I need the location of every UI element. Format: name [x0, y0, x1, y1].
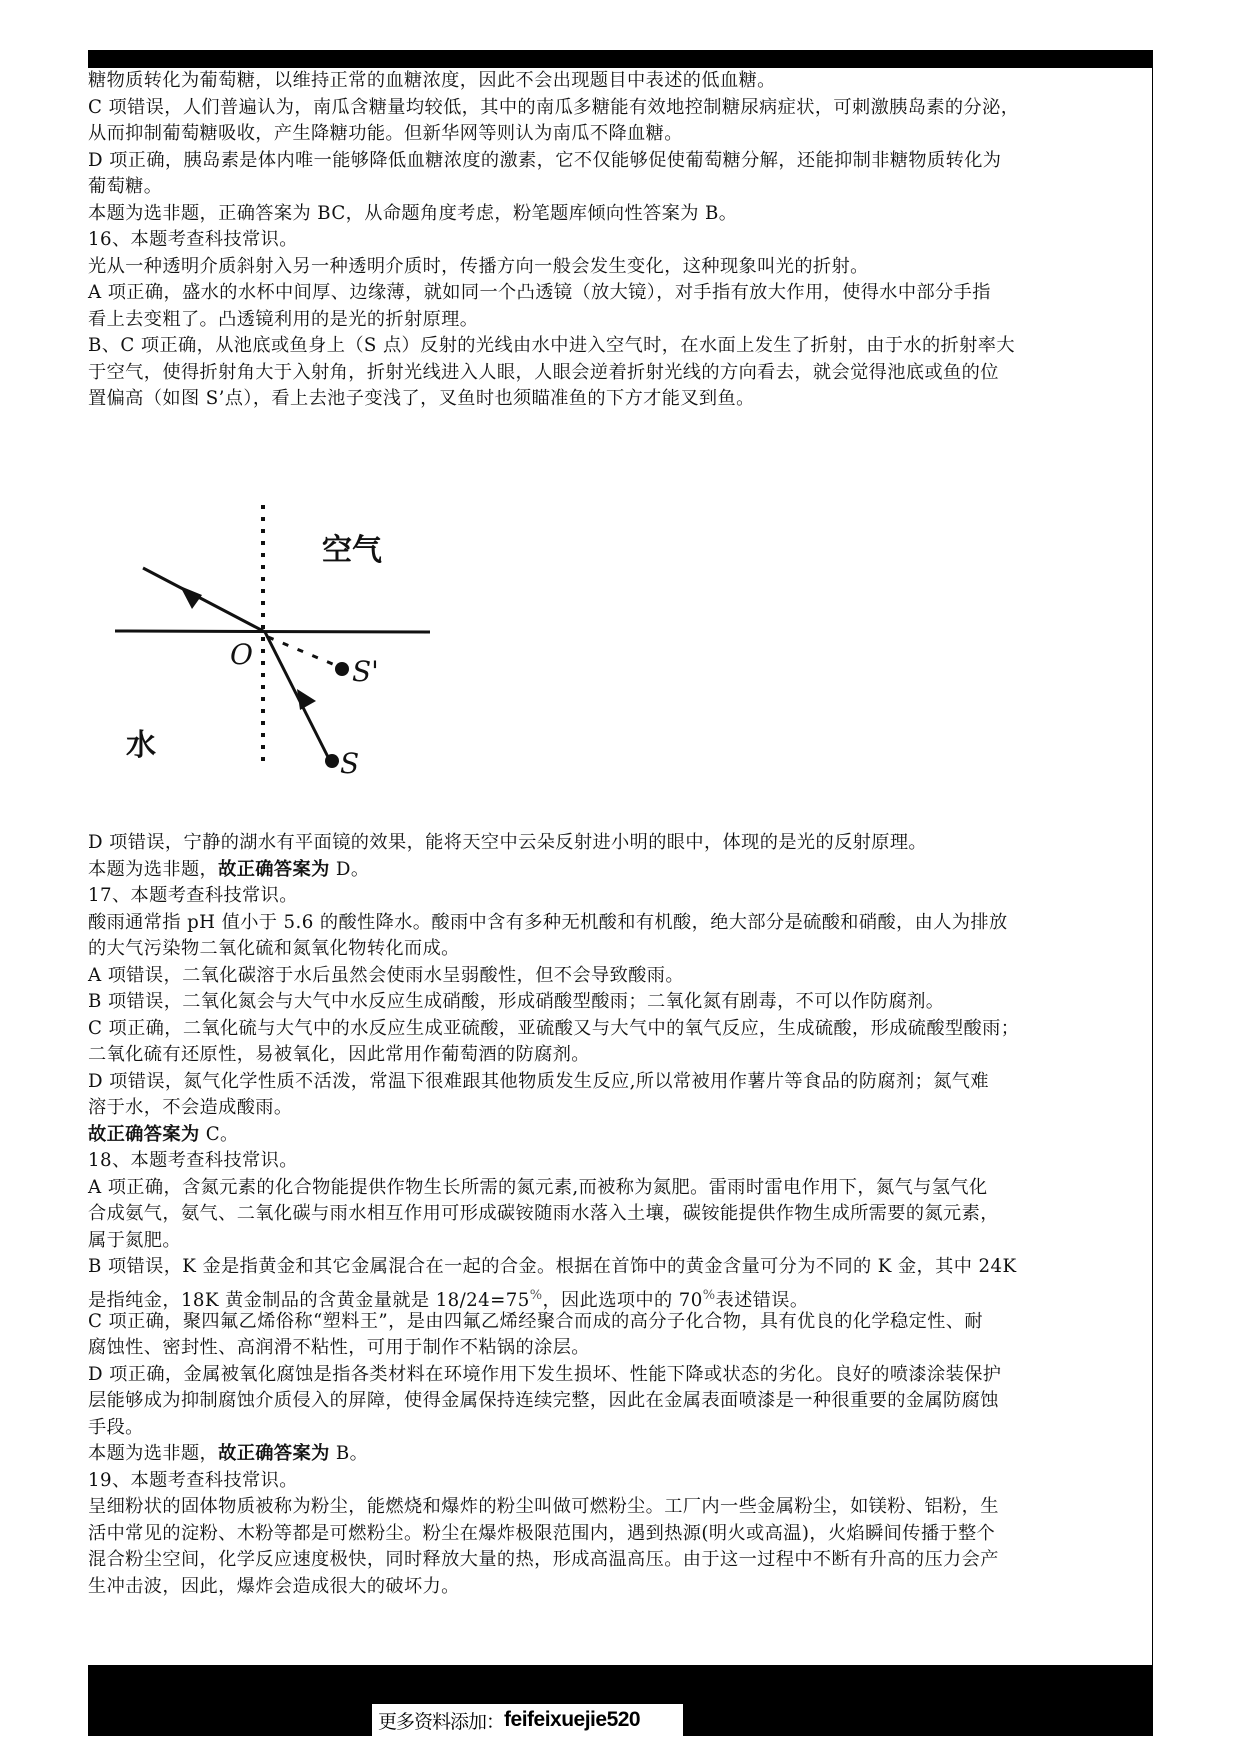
text-line: C 项错误，人们普遍认为，南瓜含糖量均较低，其中的南瓜多糖能有效地控制糖尿病症状，可刺激胰岛素的分泌， — [88, 96, 1020, 118]
question-17-title: 17、本题考查科技常识。 — [88, 885, 298, 906]
question-18-title: 18、本题考查科技常识。 — [88, 1150, 298, 1171]
text-line: C 项正确，二氧化硫与大气中的水反应生成亚硫酸，亚硫酸又与大气中的氧气反应，生成硫酸，形成硫酸型酸雨； — [88, 1017, 1020, 1039]
label-s: S — [340, 747, 360, 780]
text-line: B、C 项正确，从池底或鱼身上（S 点）反射的光线由水中进入空气时，在水面上发生了折射，由于水的折射率大 — [88, 335, 1015, 356]
label-origin-o: O — [230, 638, 253, 671]
page-right-border — [1152, 50, 1153, 1666]
question-16-title: 16、本题考查科技常识。 — [88, 229, 298, 250]
text-line: 属于氮肥。 — [88, 1229, 181, 1251]
label-water: 水 — [126, 728, 156, 763]
refraction-diagram-svg — [110, 495, 440, 785]
text-line: 置偏高（如图 S’点），看上去池子变浅了，叉鱼时也须瞄准鱼的下方才能叉到鱼。 — [88, 388, 755, 409]
percent-sign: % — [702, 1287, 716, 1303]
text-line: 层能够成为抑制腐蚀介质侵入的屏障，使得金属保持连续完整，因此在金属表面喷漆是一种很重要的金属防腐蚀 — [88, 1390, 999, 1411]
text-line: 合成氨气，氨气、二氧化碳与雨水相互作用可形成碳铵随雨水落入土壤，碳铵能提供作物生成所需要的氮元素， — [88, 1203, 999, 1224]
label-air: 空气 — [322, 533, 382, 568]
answer-line-q16 — [88, 857, 1150, 884]
text-line: 从而抑制葡萄糖吸收，产生降糖功能。但新华网等则认为南瓜不降血糖。 — [88, 123, 683, 144]
text-line: D 项正确，胰岛素是体内唯一能够降低血糖浓度的激素，它不仅能够促使葡萄糖分解，还能抑制非糖物质转化为 — [88, 149, 1002, 171]
footer-contact-id: feifeixuejie520 — [504, 1708, 641, 1731]
text-line: 二氧化硫有还原性，易被氧化，因此常用作葡萄酒的防腐剂。 — [88, 1044, 590, 1065]
text-line: B 项错误，K 金是指黄金和其它金属混合在一起的合金。根据在首饰中的黄金含量可分为不同的 K 金，其中 24K — [88, 1256, 1017, 1277]
text-fragment: ，因此选项中的 70 — [542, 1289, 703, 1311]
source-point-s — [325, 754, 339, 768]
text-line: 的大气污染物二氧化硫和氮氧化物转化而成。 — [88, 938, 460, 959]
text-line: 看上去变粗了。凸透镜利用的是光的折射原理。 — [88, 308, 479, 330]
label-s-prime: S' — [352, 655, 379, 688]
answer-line-q18 — [88, 1441, 1150, 1468]
text-line: 本题为选非题，正确答案为 BC，从命题角度考虑，粉笔题库倾向性答案为 B。 — [88, 202, 738, 224]
incident-ray — [265, 632, 328, 757]
answer-value: C。 — [199, 1123, 239, 1145]
text-line: D 项错误，氮气化学性质不活泼，常温下很难跟其他物质发生反应,所以常被用作薯片等食品的防腐剂；氮气难 — [88, 1070, 989, 1092]
text-line: 腐蚀性、密封性、高润滑不粘性，可用于制作不粘锅的涂层。 — [88, 1337, 590, 1358]
document-body — [88, 68, 1150, 413]
document-body-continued — [88, 830, 1150, 1600]
answer-prefix: 本题为选非题， — [88, 858, 219, 880]
footer-label: 更多资料添加： — [378, 1710, 505, 1733]
text-line: 活中常见的淀粉、木粉等都是可燃粉尘。粉尘在爆炸极限范围内，遇到热源(明火或高温)，火焰瞬间传播于整个 — [88, 1522, 996, 1544]
text-line: A 项正确，含氮元素的化合物能提供作物生长所需的氮元素,而被称为氮肥。雷雨时雷电作用下，氮气与氢气化 — [88, 1176, 988, 1198]
footer-contact-box — [372, 1704, 683, 1736]
refracted-ray — [143, 568, 265, 632]
text-fragment: 是指纯金，18K 黄金制品的含黄金量就是 18/24=75 — [88, 1289, 530, 1311]
ray-arrow-air-icon — [180, 586, 202, 609]
text-line: C 项正确，聚四氟乙烯俗称“塑料王”，是由四氟乙烯经聚合而成的高分子化合物，具有优良的化学稳定性、耐 — [88, 1310, 983, 1332]
answer-bold: 故正确答案为 — [218, 858, 330, 880]
question-19-title: 19、本题考查科技常识。 — [88, 1469, 298, 1491]
text-line: D 项正确，金属被氧化腐蚀是指各类材料在环境作用下发生损坏、性能下降或状态的劣化。良好的喷漆涂装保护 — [88, 1363, 1002, 1385]
ray-arrow-water-icon — [297, 689, 316, 710]
text-line: 光从一种透明介质斜射入另一种透明介质时，传播方向一般会发生变化，这种现象叫光的折射。 — [88, 255, 869, 277]
text-fragment: 表述错误。 — [715, 1289, 809, 1311]
text-line: 手段。 — [88, 1416, 144, 1438]
text-line: A 项正确，盛水的水杯中间厚、边缘薄，就如同一个凸透镜（放大镜），对手指有放大作用，使得水中部分手指 — [88, 282, 991, 303]
text-line: 溶于水，不会造成酸雨。 — [88, 1097, 293, 1118]
water-surface-line — [115, 631, 430, 632]
text-line: B 项错误，二氧化氮会与大气中水反应生成硝酸，形成硝酸型酸雨；二氧化氮有剧毒，不可以作防腐剂。 — [88, 991, 945, 1012]
text-line: 葡萄糖。 — [88, 176, 163, 197]
text-line: 呈细粉状的固体物质被称为粉尘，能燃烧和爆炸的粉尘叫做可燃粉尘。工厂内一些金属粉尘，如镁粉、铝粉，生 — [88, 1496, 999, 1517]
answer-value: B。 — [329, 1443, 369, 1464]
text-line: 混合粉尘空间，化学反应速度极快，同时释放大量的热，形成高温高压。由于这一过程中不断有升高的压力会产 — [88, 1549, 999, 1570]
answer-line-q17 — [88, 1122, 1150, 1149]
text-line: 酸雨通常指 pH 值小于 5.6 的酸性降水。酸雨中含有多种无机酸和有机酸，绝大部分是硫酸和硝酸，由人为排放 — [88, 911, 1008, 933]
answer-value: D。 — [329, 858, 370, 880]
text-line: A 项错误，二氧化碳溶于水后虽然会使雨水呈弱酸性，但不会导致酸雨。 — [88, 964, 684, 986]
answer-bold: 故正确答案为 — [88, 1123, 200, 1145]
text-line: D 项错误，宁静的湖水有平面镜的效果，能将天空中云朵反射进小明的眼中，体现的是光的反射原理。 — [88, 832, 928, 853]
image-point-s-prime — [335, 662, 349, 676]
answer-bold: 故正确答案为 — [218, 1443, 330, 1464]
text-line: 生冲击波，因此，爆炸会造成很大的破坏力。 — [88, 1575, 460, 1597]
header-black-bar — [88, 50, 1153, 68]
percent-sign: % — [529, 1287, 543, 1303]
text-line: 于空气，使得折射角大于入射角，折射光线进入人眼，人眼会逆着折射光线的方向看去，就会觉得池底或鱼的位 — [88, 361, 999, 383]
text-line-percent — [88, 1281, 1150, 1309]
text-line: 糖物质转化为葡萄糖，以维持正常的血糖浓度，因此不会出现题目中表述的低血糖。 — [88, 70, 776, 91]
answer-prefix: 本题为选非题， — [88, 1443, 219, 1464]
refraction-diagram — [110, 495, 440, 785]
